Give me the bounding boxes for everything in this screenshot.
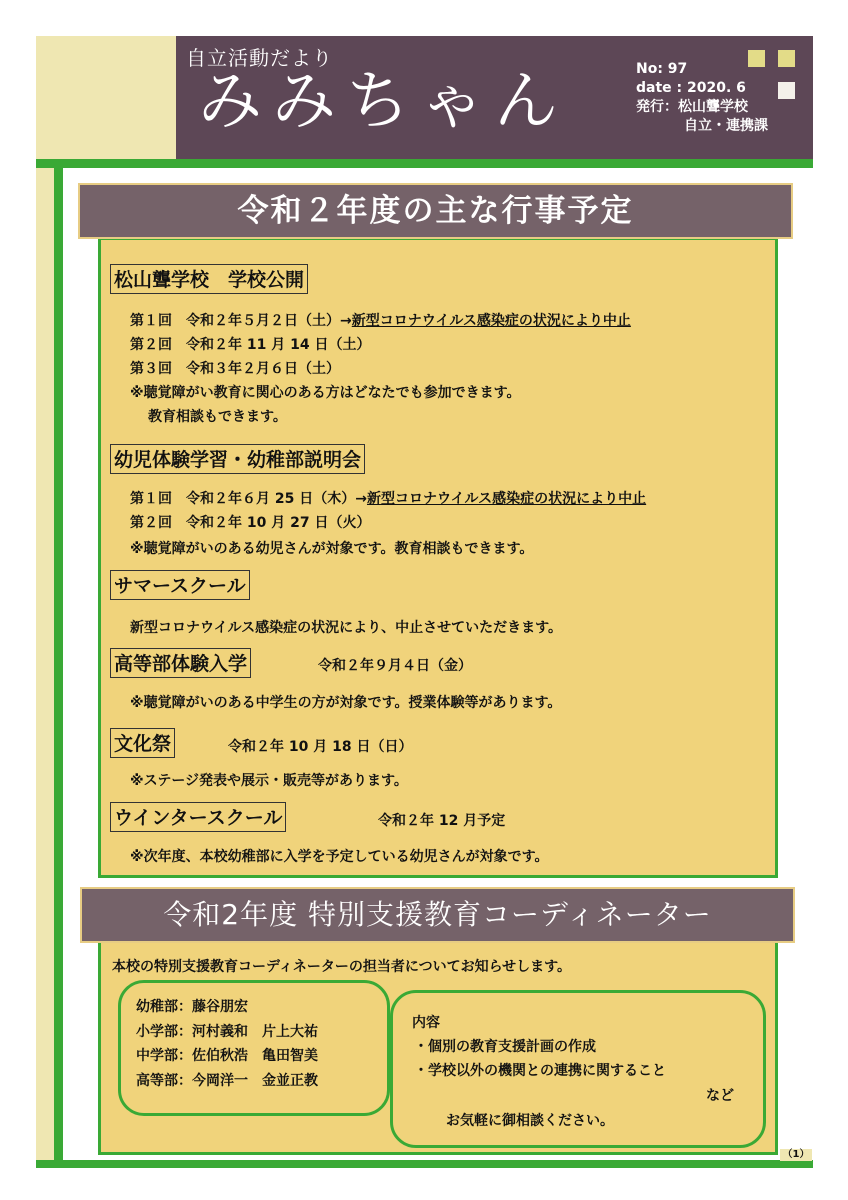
header-cream-block	[36, 36, 176, 159]
newsletter-title: みみちゃん	[198, 65, 568, 139]
open-school-round1	[130, 310, 631, 330]
staff-high-school: 高等部：今岡洋一 金並正教	[136, 1072, 318, 1089]
header-green-rule	[36, 159, 813, 168]
open-school-round1-date: 第１回 令和２年５月２日（土）→	[130, 313, 352, 329]
winter-date: 令和２年 12 月予定	[378, 813, 506, 829]
summer-text: 新型コロナウイルス感染症の状況により、中止させていただきます。	[130, 620, 563, 636]
content-item-plan: ・個別の教育支援計画の作成	[414, 1039, 596, 1055]
infant-round1	[130, 488, 646, 508]
open-school-note: ※聴覚障がい教育に関心のある方はどなたでも参加できます。	[130, 385, 521, 401]
department: 自立・連携課	[684, 118, 768, 134]
festival-note: ※ステージ発表や展示・販売等があります。	[130, 773, 408, 789]
events-banner: 令和２年度の主な行事予定	[78, 183, 793, 239]
high-note: ※聴覚障がいのある中学生の方が対象です。授業体験等があります。	[130, 695, 562, 711]
open-school-round2: 第２回 令和２年 11 月 14 日（土）	[130, 337, 371, 353]
decor-square-3	[778, 82, 795, 99]
coordinator-banner: 令和2年度 特別支援教育コーディネーター	[80, 887, 795, 943]
left-margin-green	[54, 168, 63, 1160]
content-etc: など	[706, 1088, 734, 1104]
high-date: 令和２年９月４日（金）	[318, 658, 472, 674]
open-school-round3: 第３回 令和３年２月６日（土）	[130, 361, 340, 377]
page-number: （1）	[780, 1149, 812, 1161]
staff-kindergarten: 幼稚部：藤谷朋宏	[136, 999, 248, 1015]
open-school-heading: 松山聾学校 学校公開	[110, 264, 308, 294]
newsletter-subtitle: 自立活動だより	[186, 46, 333, 70]
open-school-note2: 教育相談もできます。	[148, 409, 287, 425]
winter-note: ※次年度、本校幼稚部に入学を予定している幼児さんが対象です。	[130, 849, 549, 865]
winter-heading: ウインタースクール	[110, 802, 286, 832]
content-item-liaison: ・学校以外の機関との連携に関すること	[414, 1063, 666, 1079]
infant-round1-cancel: 新型コロナウイルス感染症の状況により中止	[366, 491, 647, 507]
infant-note: ※聴覚障がいのある幼児さんが対象です。教育相談もできます。	[130, 541, 534, 557]
left-margin-cream	[36, 168, 54, 1160]
issue-number: No: 97	[636, 61, 688, 77]
infant-heading: 幼児体験学習・幼稚部説明会	[110, 444, 365, 474]
decor-square-2	[778, 50, 795, 67]
issue-date: date : 2020. 6	[636, 80, 746, 96]
staff-list	[136, 995, 318, 1093]
coordinator-intro: 本校の特別支援教育コーディネーターの担当者についてお知らせします。	[112, 959, 572, 975]
infant-round2: 第２回 令和２年 10 月 27 日（火）	[130, 515, 371, 531]
decor-square-1	[748, 50, 765, 67]
staff-junior-high: 中学部：佐伯秋浩 亀田智美	[136, 1048, 318, 1064]
festival-heading: 文化祭	[110, 728, 175, 758]
publisher: 発行：松山聾学校	[636, 99, 748, 115]
issue-info	[636, 60, 768, 136]
closing-text: お気軽に御相談ください。	[446, 1113, 614, 1129]
summer-heading: サマースクール	[110, 570, 250, 600]
festival-date: 令和２年 10 月 18 日（日）	[228, 739, 413, 755]
footer-green-rule	[36, 1160, 813, 1168]
high-heading: 高等部体験入学	[110, 648, 251, 678]
staff-elementary: 小学部：河村義和 片上大祐	[136, 1023, 318, 1040]
infant-round1-date: 第１回 令和２年６月 25 日（木）→	[130, 491, 367, 507]
content-title: 内容	[412, 1015, 440, 1031]
open-school-round1-cancel: 新型コロナウイルス感染症の状況により中止	[351, 313, 631, 329]
